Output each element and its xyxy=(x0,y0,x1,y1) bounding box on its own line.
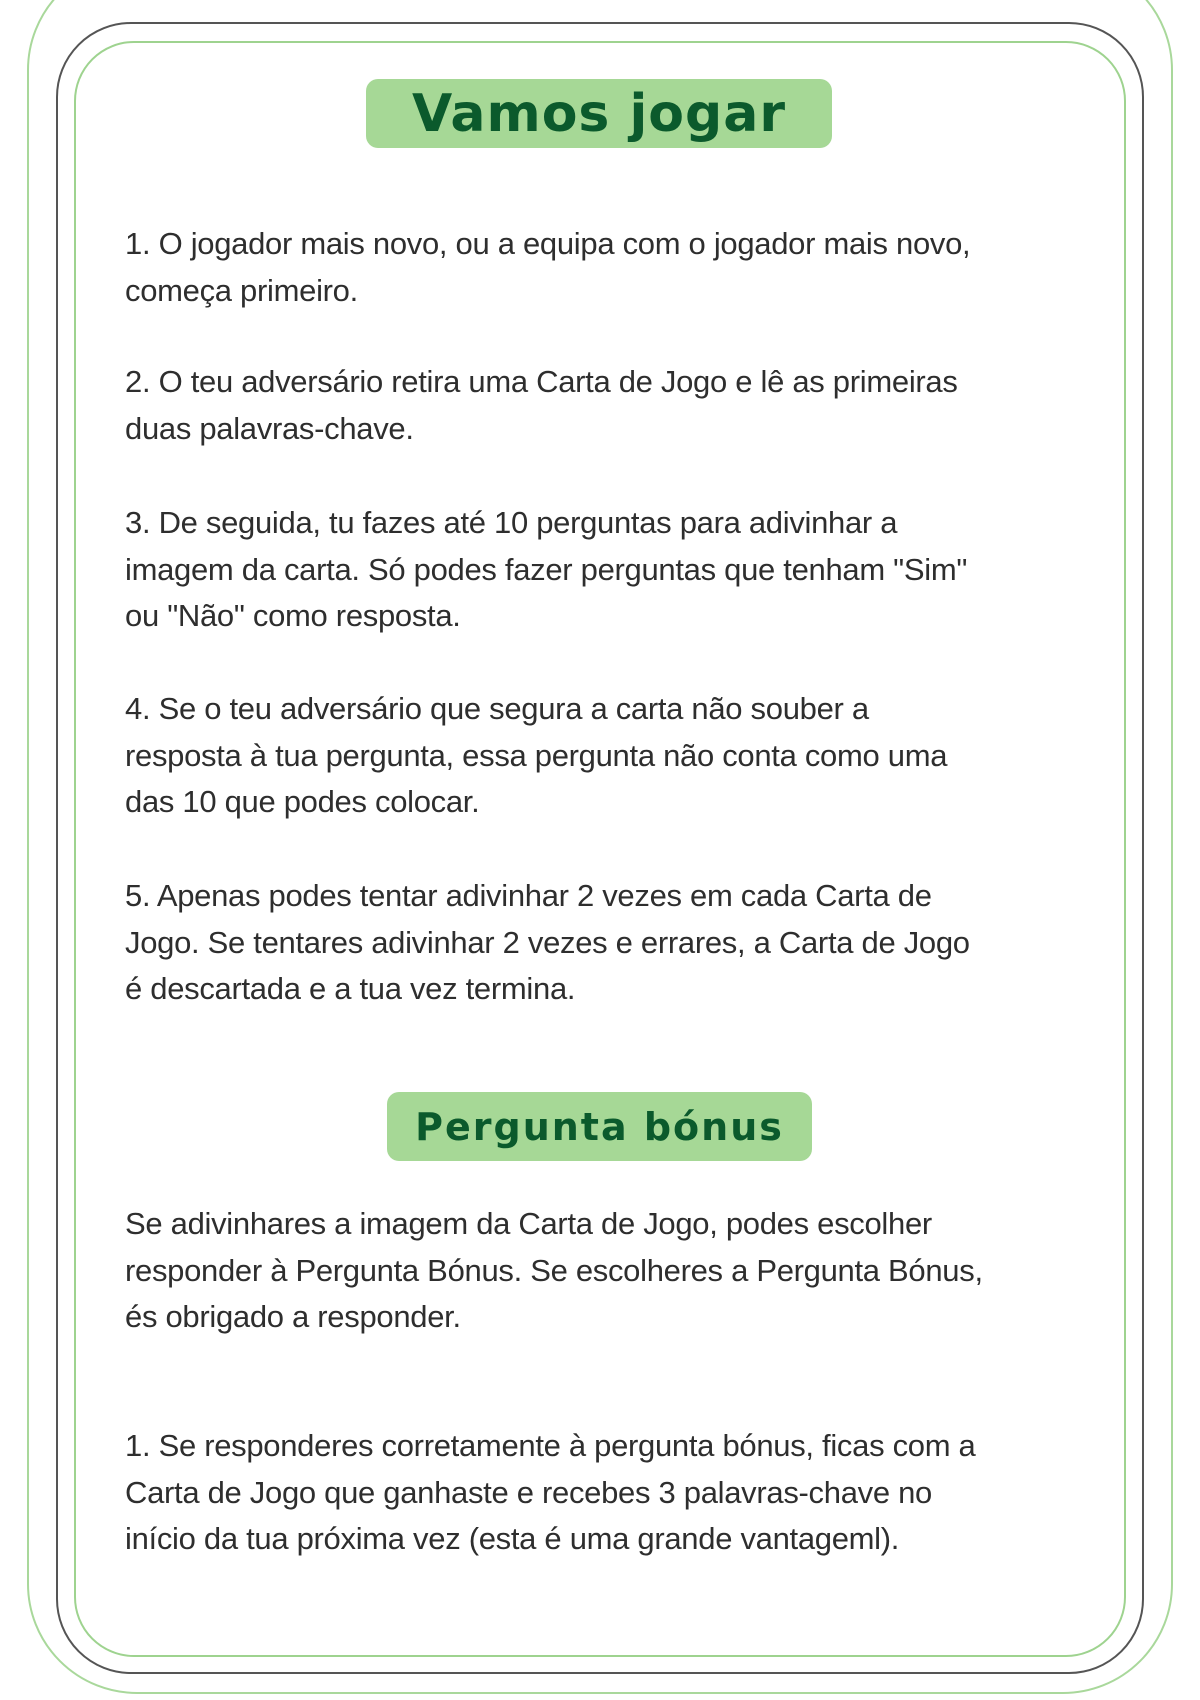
rule-line: das 10 que podes colocar. xyxy=(125,784,480,819)
rule-line: imagem da carta. Só podes fazer perguntas que tenham "Sim" xyxy=(125,551,968,587)
rule-2 xyxy=(125,359,958,452)
bonus-rule-1 xyxy=(125,1423,976,1563)
title-text: Vamos jogar xyxy=(412,83,786,144)
rule-line: 1. O jogador mais novo, ou a equipa com o jogador mais novo, xyxy=(125,226,971,261)
bonus-line: responder à Pergunta Bónus. Se escolheres a Pergunta Bónus, xyxy=(125,1252,983,1288)
rule-1 xyxy=(125,221,970,314)
section-title-pergunta-bonus xyxy=(387,1092,812,1161)
bonus-title-text: Pergunta bónus xyxy=(415,1104,784,1149)
rule-3 xyxy=(125,500,967,640)
rule-line: Jogo. Se tentares adivinhar 2 vezes e errares, a Carta de Jogo xyxy=(125,924,970,960)
rule-line: 5. Apenas podes tentar adivinhar 2 vezes em cada Carta de xyxy=(125,878,932,913)
rule-line: 4. Se o teu adversário que segura a carta não souber a xyxy=(125,691,869,726)
section-title-vamos-jogar xyxy=(366,79,832,148)
rule-line: é descartada e a tua vez termina. xyxy=(125,971,576,1006)
bonus-line: início da tua próxima vez (esta é uma grande vantageml). xyxy=(125,1521,900,1556)
rule-line: resposta à tua pergunta, essa pergunta não conta como uma xyxy=(125,737,948,773)
rule-line: 3. De seguida, tu fazes até 10 perguntas para adivinhar a xyxy=(125,505,898,540)
rule-4 xyxy=(125,686,947,826)
rule-line: ou "Não" como resposta. xyxy=(125,598,461,633)
bonus-line: 1. Se responderes corretamente à pergunta bónus, ficas com a xyxy=(125,1428,976,1463)
rule-5 xyxy=(125,873,970,1013)
rule-line: duas palavras-chave. xyxy=(125,410,414,446)
bonus-line: Carta de Jogo que ganhaste e recebes 3 palavras-chave no xyxy=(125,1474,932,1510)
bonus-line: Se adivinhares a imagem da Carta de Jogo, podes escolher xyxy=(125,1206,932,1241)
rule-line: 2. O teu adversário retira uma Carta de Jogo e lê as primeiras xyxy=(125,364,958,399)
bonus-line: és obrigado a responder. xyxy=(125,1299,461,1334)
bonus-intro xyxy=(125,1201,983,1341)
rule-line: começa primeiro. xyxy=(125,272,358,308)
